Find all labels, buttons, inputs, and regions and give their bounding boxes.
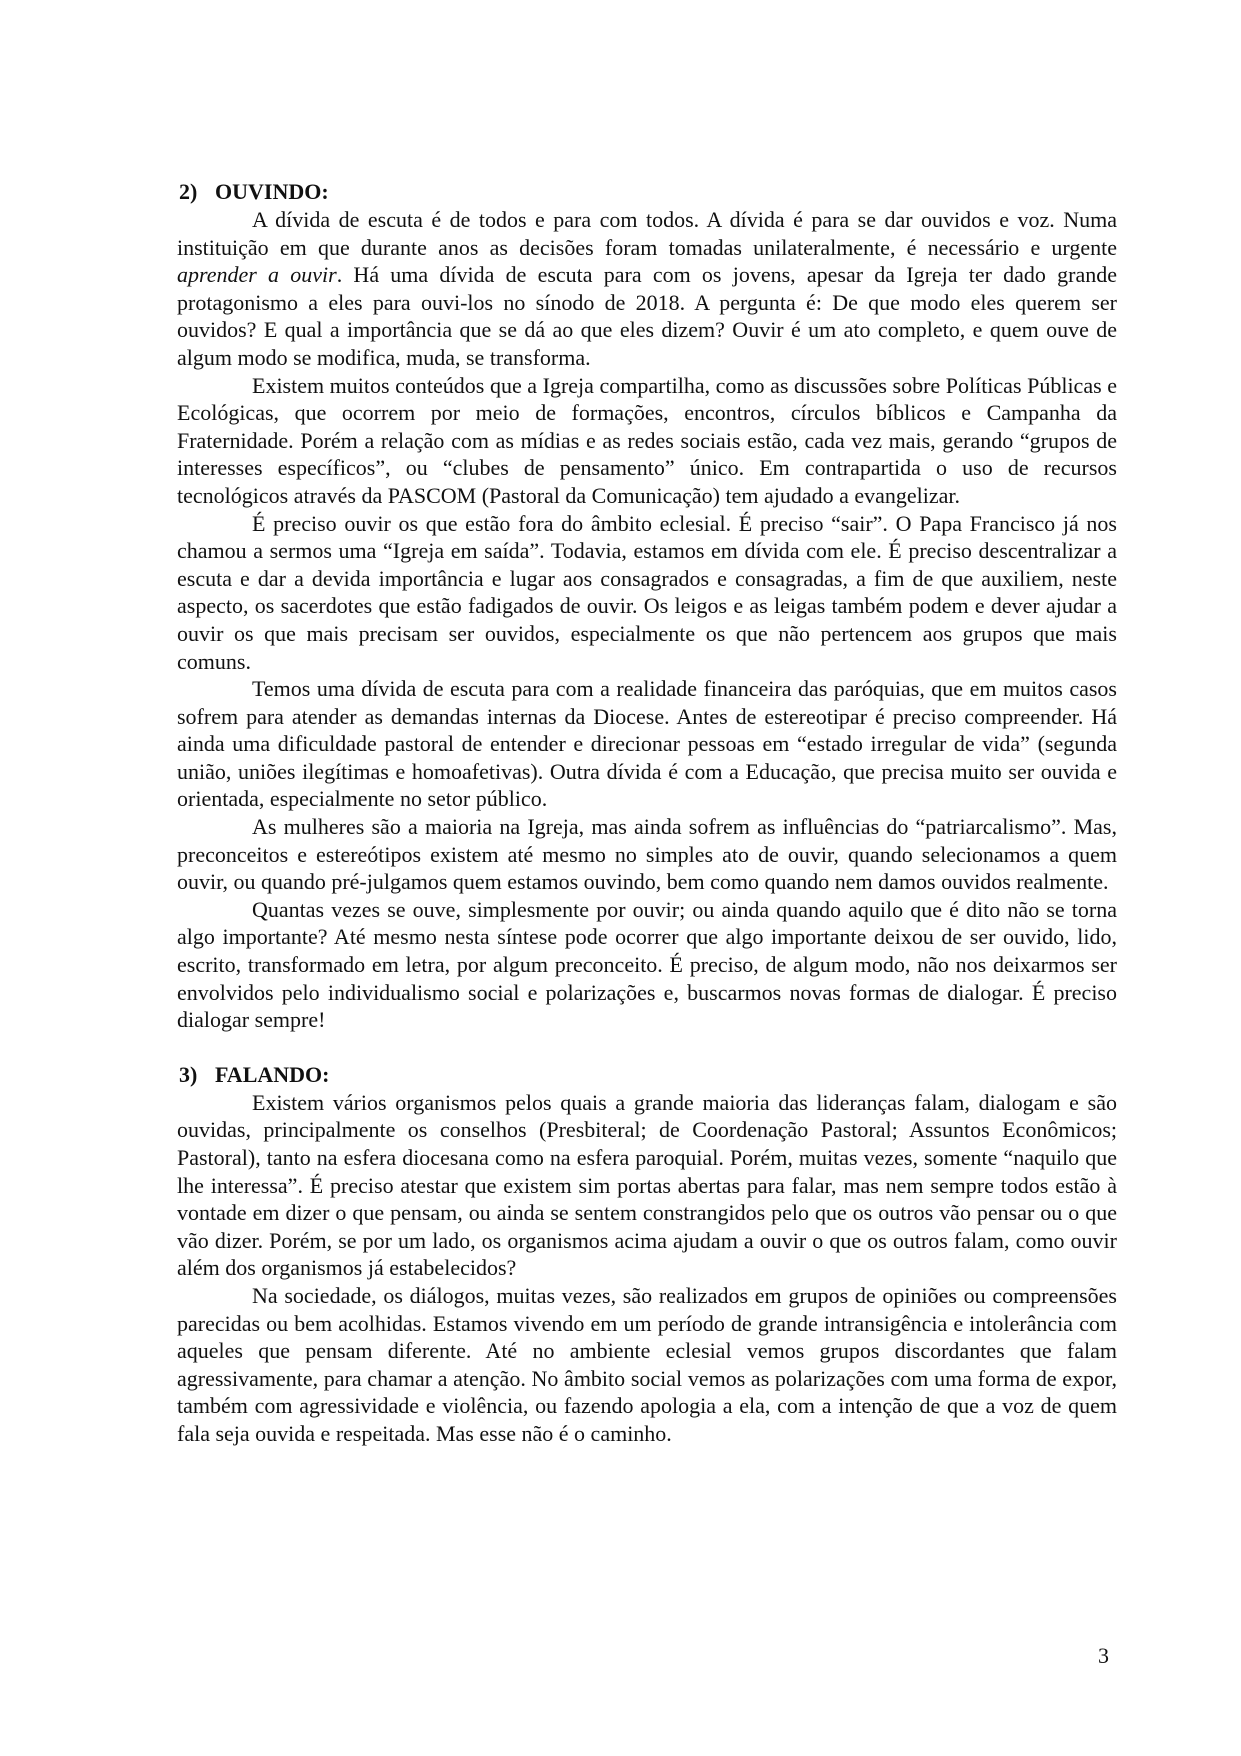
section-heading-ouvindo <box>177 178 1117 206</box>
section-number: 3) <box>179 1061 198 1087</box>
paragraph: As mulheres são a maioria na Igreja, mas ainda sofrem as influências do “patriarcalismo”. Mas, preconceitos e estereótipos existem até mesmo no simples ato de ouvir, quando selecionamos a quem ouvir, ou quando pré-julgamos quem estamos ouvindo, bem como quando nem damos ouvidos realmente. <box>177 814 1117 895</box>
page-number: 3 <box>1098 1643 1109 1668</box>
paragraph <box>177 206 1117 372</box>
paragraph: É preciso ouvir os que estão fora do âmbito eclesial. É preciso “sair”. O Papa Francisco já nos chamou a sermos uma “Igreja em saída”. Todavia, estamos em dívida com ele. É preciso descentralizar a escuta e dar a devida importância e lugar aos consagrados e consagradas, a fim de que auxiliem, neste aspecto, os sacerdotes que estão fadigados de ouvir. Os leigos e as leigas também podem e dever ajudar a ouvir os que mais precisam ser ouvidos, especialmente os que não pertencem aos grupos que mais comuns. <box>177 510 1117 674</box>
section-heading-falando <box>177 1061 1117 1089</box>
section-spacer <box>177 1034 1117 1061</box>
section-number: 2) <box>179 179 198 204</box>
paragraph: Existem vários organismos pelos quais a grande maioria das lideranças falam, dialogam e são ouvidas, principalmente os conselhos (Presbiteral; de Coordenação Pastoral; Assuntos Econômicos; Pastoral), tanto na esfera diocesana como na esfera paroquial. Porém, muitas vezes, somente “naquilo que lhe interessa”. É preciso atestar que existem sim portas abertas para falar, mas nem sempre todos estão à vontade em dizer o que pensam, ou ainda se sentem constrangidos pelo que os outros vão pensar ou o que vão dizer. Porém, se por um lado, os organismos acima ajudam a ouvir o que os outros falam, como ouvir além dos organismos já estabelecidos? <box>177 1089 1117 1281</box>
emphasis-text: aprender a ouvir <box>177 262 337 288</box>
paragraph: Existem muitos conteúdos que a Igreja compartilha, como as discussões sobre Políticas Públicas e Ecológicas, que ocorrem por meio de formações, encontros, círculos bíblicos e Campanha da Fraternidade. Porém a relação com as mídias e as redes sociais estão, cada vez mais, gerando “grupos de interesses específicos”, ou “clubes de pensamento” único. Em contrapartida o uso de recursos tecnológicos através da PASCOM (Pastoral da Comunicação) tem ajudado a evangelizar. <box>177 372 1117 508</box>
paragraph-text: A dívida de escuta é de todos e para com todos. A dívida é para se dar ouvidos e voz. Numa instituição em que durante anos as decisões foram tomadas unilateralmente, é necessário e urgente <box>177 207 1117 260</box>
paragraph-text: . Há uma dívida de escuta para com os jovens, apesar da Igreja ter dado grande protagonismo a eles para ouvi-los no sínodo de 2018. A pergunta é: De que modo eles querem ser ouvidos? E qual a importância que se dá ao que eles dizem? Ouvir é um ato completo, e quem ouve de algum modo se modifica, muda, se transforma. <box>177 262 1118 370</box>
paragraph: Quantas vezes se ouve, simplesmente por ouvir; ou ainda quando aquilo que é dito não se torna algo importante? Até mesmo nesta síntese pode ocorrer que algo importante deixou de ser ouvido, lido, escrito, transformado em letra, por algum preconceito. É preciso, de algum modo, não nos deixarmos ser envolvidos pelo individualismo social e polarizações e, buscarmos novas formas de dialogar. É preciso dialogar sempre! <box>177 896 1117 1033</box>
section-title: FALANDO: <box>215 1061 330 1087</box>
section-title: OUVINDO: <box>215 179 329 204</box>
paragraph: Na sociedade, os diálogos, muitas vezes, são realizados em grupos de opiniões ou compreensões parecidas ou bem acolhidas. Estamos vivendo em um período de grande intransigência e intolerância com aqueles que pensam diferente. Até no ambiente eclesial vemos grupos discordantes que falam agressivamente, para chamar a atenção. No âmbito social vemos as polarizações com uma forma de expor, também com agressividade e violência, ou fazendo apologia a ela, com a intenção de que a voz de quem fala seja ouvida e respeitada. Mas esse não é o caminho. <box>177 1282 1117 1446</box>
paragraph: Temos uma dívida de escuta para com a realidade financeira das paróquias, que em muitos casos sofrem para atender as demandas internas da Diocese. Antes de estereotipar é preciso compreender. Há ainda uma dificuldade pastoral de entender e direcionar pessoas em “estado irregular de vida” (segunda união, uniões ilegítimas e homoafetivas). Outra dívida é com a Educação, que precisa muito ser ouvida e orientada, especialmente no setor público. <box>177 676 1117 812</box>
document-body <box>177 178 1117 1448</box>
